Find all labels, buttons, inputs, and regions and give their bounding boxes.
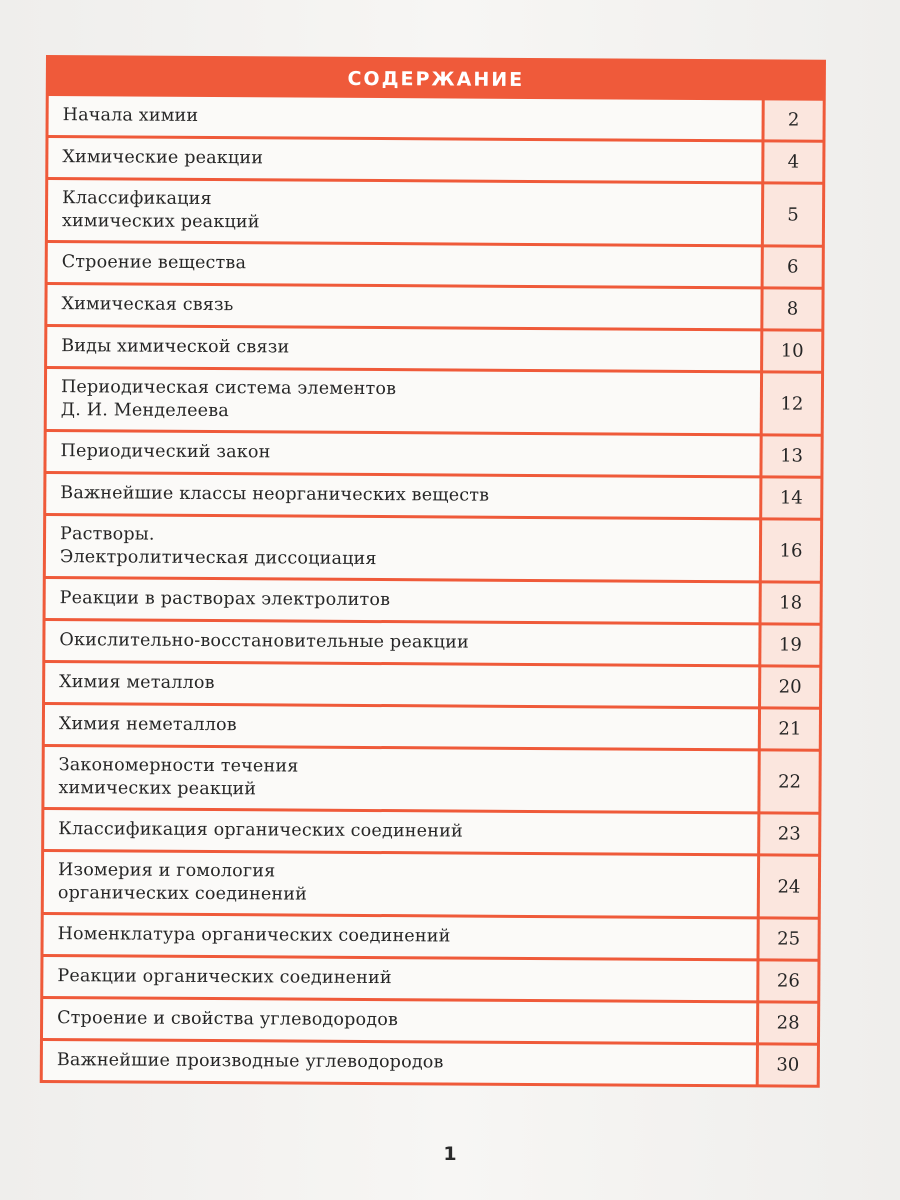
toc-entry-title: Реакции в растворах электролитов [59,588,391,611]
toc-entry-title: Химическая связь [61,294,234,316]
toc-entry[interactable] [46,432,820,476]
toc-entry-page: 12 [763,373,821,433]
toc-entry[interactable] [46,516,820,581]
toc-entry[interactable] [46,474,820,518]
toc-entry[interactable] [43,957,817,1001]
toc-entry[interactable] [44,915,818,959]
toc-entry-title: Реакции органических соединений [57,966,392,989]
toc-entry-page: 22 [760,751,818,811]
toc-entry[interactable] [45,663,819,707]
toc-entry[interactable] [46,579,820,623]
toc-entry[interactable] [43,999,817,1043]
toc-entry-title-cell [44,915,757,958]
toc-entry-title-cell [43,957,756,1000]
toc-entry-title-cell [49,96,762,139]
toc-entry-title: Химические реакции [62,147,264,169]
toc-entry-page: 24 [760,856,818,916]
toc-entry-page: 13 [762,436,820,475]
toc-entry-title-cell [43,1041,756,1084]
toc-entry-page: 25 [759,919,817,958]
toc-entry-title-cell [44,810,757,853]
toc-entry-title: Важнейшие классы неорганических веществ [60,483,490,506]
toc-entry-title: Периодическая система элементов Д. И. Менделеева [60,377,397,422]
toc-entry-title: Виды химической связи [61,336,290,358]
toc-entry[interactable] [48,138,822,182]
toc-entry[interactable] [45,621,819,665]
page-number: 1 [443,1143,457,1165]
toc-entry[interactable] [49,96,823,140]
toc-entry-title: Химия неметаллов [58,714,237,736]
toc-entry-title-cell [44,747,757,811]
toc-entry-page: 10 [763,331,821,370]
toc-entry-title: Растворы. Электролитическая диссоциация [59,524,377,570]
toc-entry-title: Начала химии [62,105,199,126]
toc-entry-title-cell [47,369,760,433]
toc-entry-title: Окислительно-восстановительные реакции [59,630,469,653]
toc-entry-title: Классификация органических соединений [58,819,463,842]
toc-entry-page: 28 [759,1003,817,1042]
toc-entry[interactable] [44,747,818,812]
toc-entry-title-cell [44,852,757,916]
toc-entry-title: Важнейшие производные углеводородов [56,1050,444,1073]
toc-entry[interactable] [45,705,819,749]
toc-entry-title-cell [45,705,758,748]
table-of-contents [40,55,826,1088]
toc-entry-title-cell [47,285,760,328]
toc-entries [43,96,823,1085]
toc-entry-page: 4 [764,142,822,181]
toc-entry-title-cell [43,999,756,1042]
toc-entry-page: 18 [762,583,820,622]
toc-entry-title: Номенклатура органических соединений [57,924,451,947]
toc-entry-page: 21 [761,709,819,748]
toc-entry-page: 19 [761,625,819,664]
toc-entry-title: Химия металлов [59,672,215,694]
toc-heading: СОДЕРЖАНИЕ [347,67,525,91]
toc-entry-page: 6 [764,247,822,286]
toc-entry-title-cell [48,180,761,244]
toc-entry-page: 20 [761,667,819,706]
toc-entry[interactable] [48,243,822,287]
toc-entry-page: 8 [763,289,821,328]
toc-entry-title: Закономерности течения химических реакций [58,755,299,800]
toc-entry[interactable] [48,180,822,245]
toc-entry-title-cell [45,663,758,706]
toc-entry[interactable] [47,369,821,434]
toc-entry-page: 2 [764,100,822,139]
toc-entry-page: 16 [762,520,820,580]
toc-entry[interactable] [44,852,818,917]
toc-entry-title: Строение вещества [61,252,247,274]
toc-entry-title: Периодический закон [60,441,271,463]
toc-entry-title-cell [48,138,761,181]
toc-entry-title-cell [47,327,760,370]
toc-entry-title-cell [46,516,759,580]
toc-entry-title-cell [45,621,758,664]
toc-entry-title-cell [48,243,761,286]
toc-entry-title: Классификация химических реакций [61,188,260,233]
toc-entry-title-cell [46,579,759,622]
toc-entry-page: 14 [762,478,820,517]
toc-entry[interactable] [44,810,818,854]
toc-entry-page: 26 [759,961,817,1000]
toc-entry[interactable] [47,285,821,329]
toc-entry-title-cell [46,474,759,517]
toc-entry-title-cell [46,432,759,475]
toc-entry[interactable] [43,1041,817,1085]
toc-entry-page: 23 [760,814,818,853]
toc-entry-title: Изомерия и гомология органических соединений [57,860,308,905]
toc-entry-title: Строение и свойства углеводородов [57,1008,399,1031]
toc-entry[interactable] [47,327,821,371]
toc-entry-page: 30 [759,1045,817,1084]
toc-entry-page: 5 [764,184,822,244]
